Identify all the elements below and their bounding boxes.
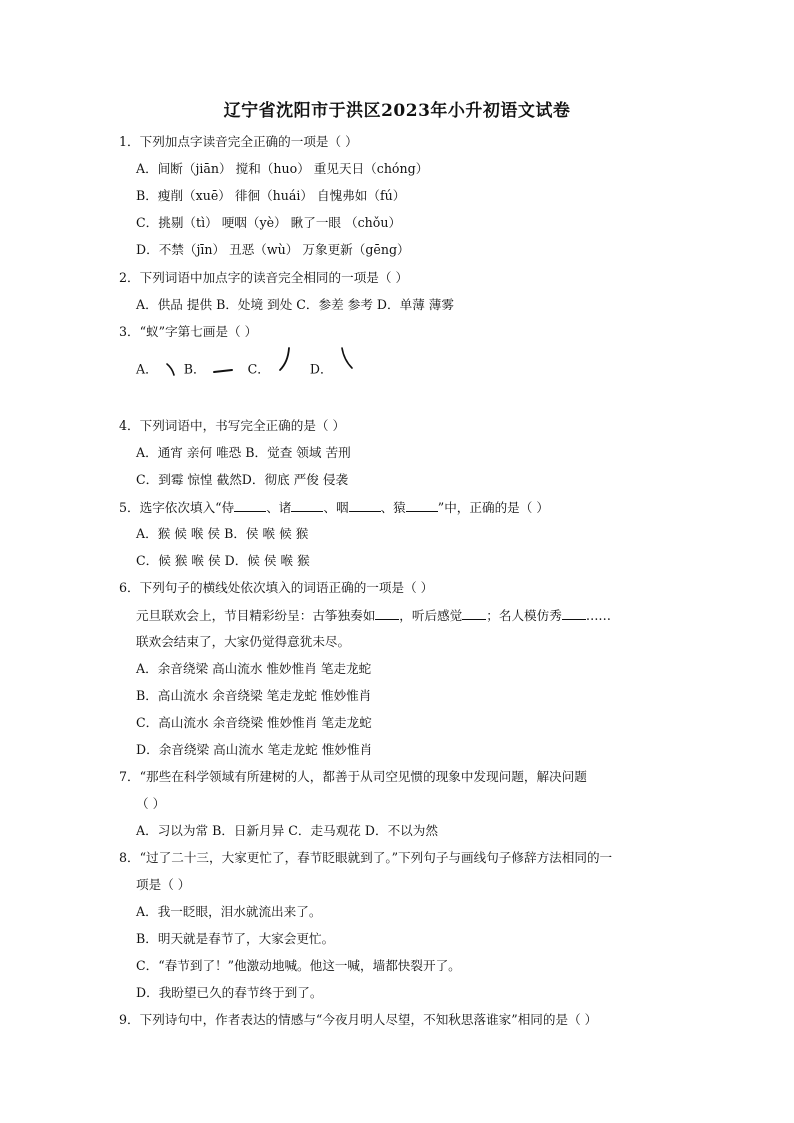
- blank: [234, 499, 266, 512]
- question-7: 7．“那些在科学领域有所建树的人，都善于从司空见惯的现象中发现问题，解决问题: [119, 769, 587, 784]
- question-5: 5．选字依次填入“侍 、诸 、咽 、猿 ”中，正确的是（ ）: [119, 500, 549, 515]
- options-4cd: C．到霉 惊惶 截然D．彻底 严俊 侵袭: [136, 472, 349, 487]
- option-1d: D．不禁（jīn） 丑恶（wù） 万象更新（gēng）: [136, 242, 410, 257]
- question-8-cont: 项是（ ）: [136, 877, 191, 892]
- right-falling-stroke-icon: [339, 346, 355, 376]
- question-4: 4．下列词语中，书写完全正确的是（ ）: [119, 418, 346, 433]
- option-3a-label: A．: [136, 361, 158, 377]
- option-3b-label: B．: [183, 361, 206, 377]
- option-6b: B．高山流水 余音绕梁 笔走龙蛇 惟妙惟肖: [136, 688, 372, 703]
- option-8b: B．明天就是春节了，大家会更忙。: [136, 931, 335, 946]
- option-3c-label: C．: [247, 361, 270, 377]
- question-3: 3．“蚁”字第七画是（ ）: [119, 324, 258, 339]
- blank: [349, 499, 381, 512]
- blank: [375, 607, 399, 620]
- options-4ab: A．通宵 亲何 唯恐 B．觉查 领域 苦刑: [136, 445, 351, 460]
- blank: [462, 607, 486, 620]
- question-7-paren: （ ）: [136, 796, 166, 811]
- options-7: A．习以为常 B．日新月异 C．走马观花 D．不以为然: [136, 823, 438, 838]
- question-9: 9．下列诗句中，作者表达的情感与“今夜月明人尽望，不知秋思落谁家”相同的是（ ）: [119, 1012, 598, 1027]
- options-2: A．供品 提供 B．处境 到处 C．参差 参考 D．单薄 薄雾: [136, 297, 454, 312]
- options-5ab: A．猴 候 喉 侯 B．侯 喉 候 猴: [136, 526, 309, 541]
- blank: [562, 607, 586, 620]
- question-6: 6．下列句子的横线处依次填入的词语正确的一项是（ ）: [119, 580, 434, 595]
- options-5cd: C．候 猴 喉 侯 D．候 侯 喉 猴: [136, 553, 310, 568]
- option-6d: D．余音绕梁 高山流水 笔走龙蛇 惟妙惟肖: [136, 742, 373, 757]
- dot-stroke-icon: [164, 360, 178, 380]
- option-8a: A．我一眨眼，泪水就流出来了。: [136, 904, 322, 919]
- option-8d: D．我盼望已久的春节终于到了。: [136, 985, 323, 1000]
- question-6-sentence-end: 联欢会结束了，大家仍觉得意犹未尽。: [136, 634, 351, 649]
- page-title: 辽宁省沈阳市于洪区2023年小升初语文试卷: [223, 101, 571, 121]
- option-1c: C．挑剔（tì） 哽咽（yè） 瞅了一眼 （chǒu）: [136, 215, 402, 230]
- left-falling-stroke-icon: [276, 346, 294, 376]
- question-1: 1．下列加点字读音完全正确的一项是（ ）: [119, 134, 358, 149]
- question-6-sentence: 元旦联欢会上，节目精彩纷呈：古筝独奏如 ，听后感觉 ；名人模仿秀 ……: [136, 608, 611, 623]
- blank: [291, 499, 323, 512]
- question-2: 2．下列词语中加点字的读音完全相同的一项是（ ）: [119, 270, 409, 285]
- option-8c: C．“春节到了！”他激动地喊。他这一喊，墙都快裂开了。: [136, 958, 461, 973]
- option-6a: A．余音绕梁 高山流水 惟妙惟肖 笔走龙蛇: [136, 661, 372, 676]
- question-8: 8．“过了二十三，大家更忙了，春节眨眼就到了。”下列句子与画线句子修辞方法相同的一: [119, 850, 613, 865]
- horizontal-stroke-icon: [212, 360, 234, 380]
- blank: [406, 499, 438, 512]
- option-6c: C．高山流水 余音绕梁 惟妙惟肖 笔走龙蛇: [136, 715, 372, 730]
- option-3d-label: D．: [309, 361, 333, 377]
- options-3: [136, 360, 357, 380]
- option-1a: A．间断（jiān） 搅和（huo） 重见天日（chóng）: [136, 161, 429, 176]
- option-1b: B．瘦削（xuē） 徘徊（huái） 自愧弗如（fú）: [136, 188, 406, 203]
